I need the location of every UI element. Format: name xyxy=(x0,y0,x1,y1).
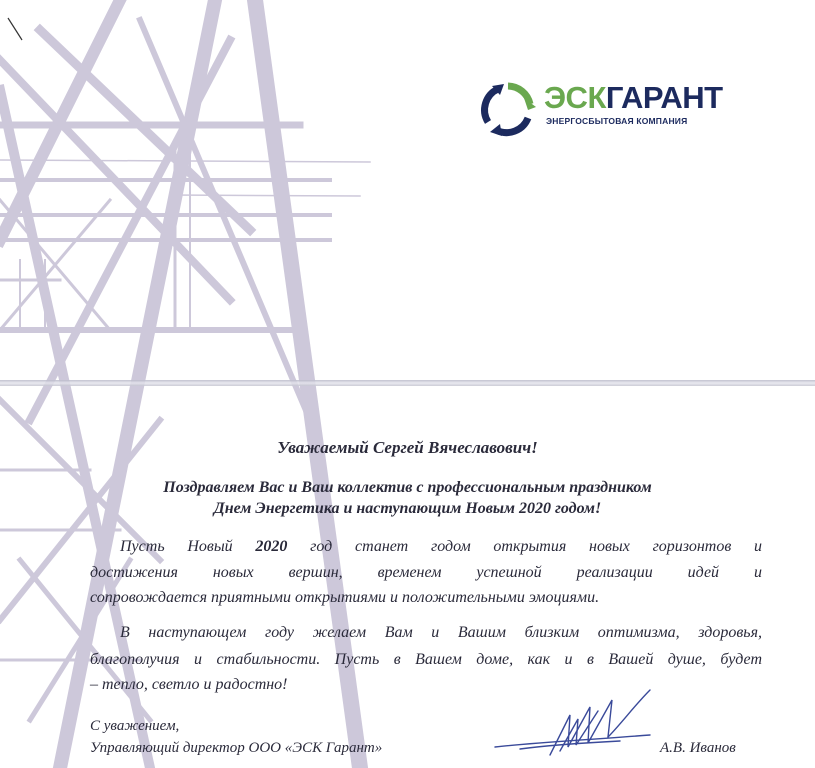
paragraph-1-line-1 xyxy=(120,538,762,556)
company-logo xyxy=(478,78,723,138)
company-subtitle: ЭНЕРГОСБЫТОВАЯ КОМПАНИЯ xyxy=(546,116,688,126)
recycle-arrows-logo-icon xyxy=(478,80,538,138)
paragraph-1-text-b: год станет годом открытия новых горизонтов и xyxy=(287,538,763,555)
congrats-line-1: Поздравляем Вас и Ваш коллектив с профессиональным праздником xyxy=(163,479,652,496)
letter-greeting: Уважаемый Сергей Вячеславович! xyxy=(277,438,538,457)
company-name-part1: ЭСК xyxy=(544,80,606,115)
paragraph-1-year: 2020 xyxy=(255,538,288,555)
congrats-line-2: Днем Энергетика и наступающим Новым 2020 годом! xyxy=(213,500,602,517)
signer-position: Управляющий директор ООО «ЭСК Гарант» xyxy=(90,740,383,756)
signer-name: А.В. Иванов xyxy=(660,740,736,756)
closing-phrase: С уважением, xyxy=(90,718,180,734)
page-fold-line xyxy=(0,380,815,386)
paragraph-1-text-a: Пусть Новый xyxy=(120,538,256,555)
paragraph-1-line-2: достижения новых вершин, временем успешной реализации идей и xyxy=(90,564,762,581)
paragraph-2-line-3: – тепло, светло и радостно! xyxy=(90,676,288,693)
company-name xyxy=(544,82,723,114)
paragraph-2-line-1: В наступающем году желаем Вам и Вашим близким оптимизма, здоровья, xyxy=(120,624,762,641)
paragraph-1-line-3: сопровождается приятными открытиями и положительными эмоциями. xyxy=(90,589,600,606)
paragraph-2-line-2: благополучия и стабильности. Пусть в Вашем доме, как и в Вашей душе, будет xyxy=(90,651,762,668)
company-name-part2: ГАРАНТ xyxy=(605,80,723,115)
signature-scribble xyxy=(490,685,660,765)
